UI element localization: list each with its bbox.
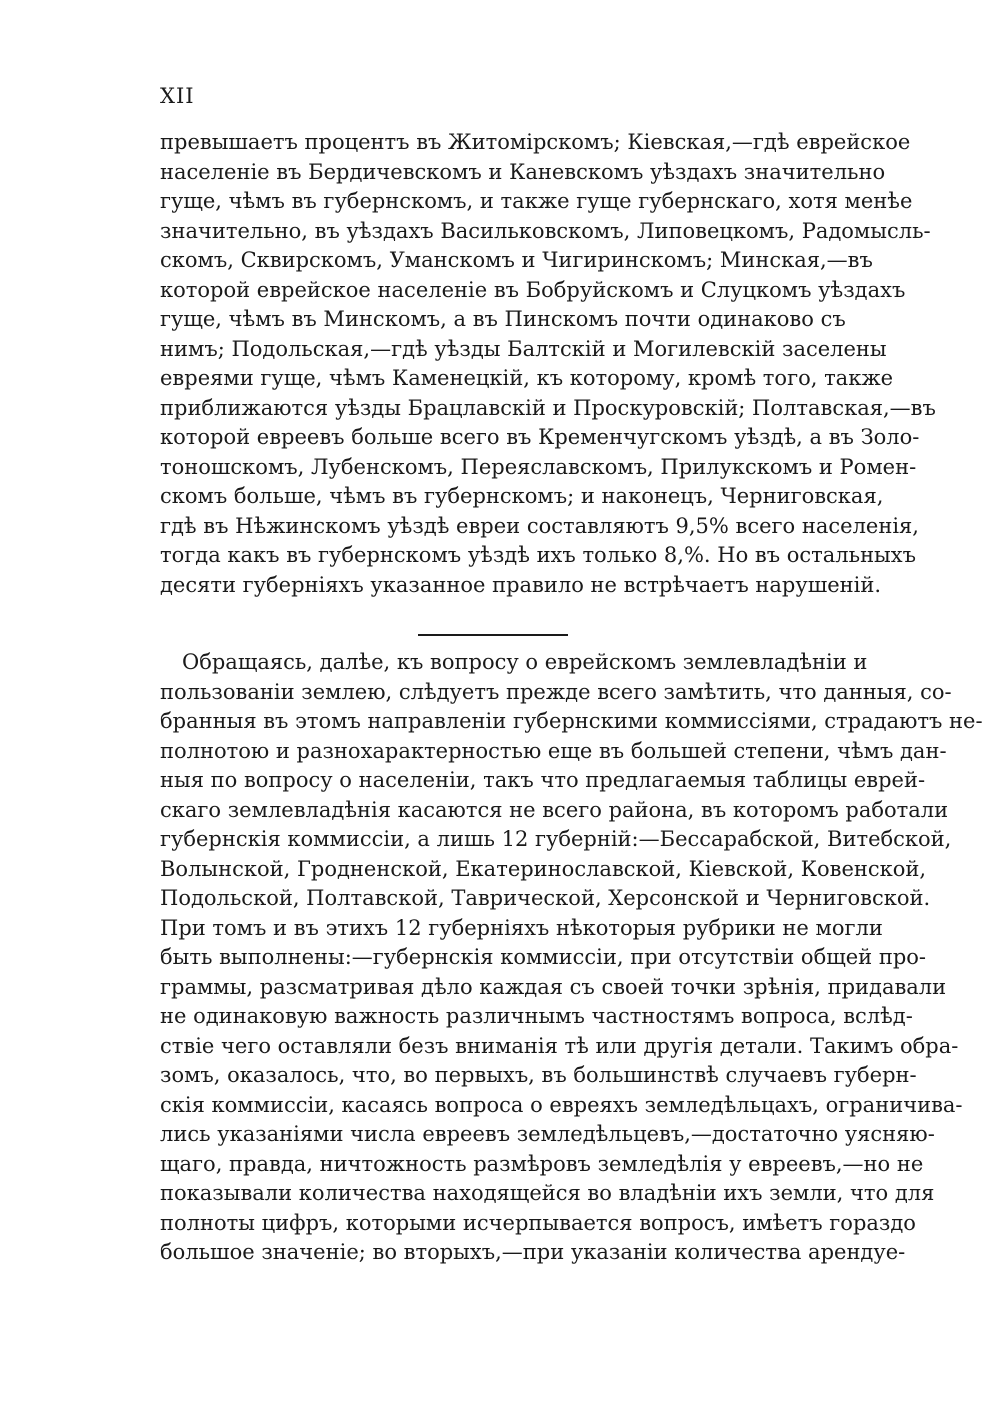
paragraph-1 <box>160 128 936 600</box>
text-line: большое значеніе; во вторыхъ,—при указаніи количества арендуе- <box>160 1240 906 1264</box>
text-line: При томъ и въ этихъ 12 губерніяхъ нѣкоторыя рубрики не могли <box>160 915 883 940</box>
text-line: зомъ, оказалось, что, во первыхъ, въ большинствѣ случаевъ губерн- <box>160 1063 917 1087</box>
text-line: Обращаясь, далѣе, къ вопросу о еврейскомъ землевладѣніи и <box>182 650 868 674</box>
text-line: превышаетъ процентъ въ Житомірскомъ; Кіевская,—гдѣ еврейское <box>160 130 911 154</box>
text-line: евреями гуще, чѣмъ Каменецкій, къ которому, кромѣ того, также <box>160 366 894 390</box>
text-line: которой евреевъ больше всего въ Кременчугскомъ уѣздѣ, а въ Золо- <box>160 425 920 449</box>
text-line: показывали количества находящейся во владѣніи ихъ земли, что для <box>160 1181 935 1205</box>
text-line: губернскія коммиссіи, а лишь 12 губерній:—Бессарабской, Витебской, <box>160 827 952 851</box>
text-line: значительно, въ уѣздахъ Васильковскомъ, Липовецкомъ, Радомысль- <box>160 218 931 243</box>
text-line: ствіе чего оставляли безъ вниманія тѣ или другія детали. Такимъ обра- <box>160 1033 959 1058</box>
text-line: бранныя въ этомъ направленіи губернскими коммиссіями, страдаютъ не- <box>160 709 983 733</box>
text-line: скомъ больше, чѣмъ въ губернскомъ; и наконецъ, Черниговская, <box>160 484 884 508</box>
text-line: скомъ, Сквирскомъ, Уманскомъ и Чигиринскомъ; Минская,—въ <box>160 248 873 272</box>
text-line: быть выполнены:—губернскія коммиссіи, при отсутствіи общей про- <box>160 945 927 969</box>
page-number: XII <box>160 84 195 108</box>
text-line: тоношскомъ, Лубенскомъ, Переяславскомъ, Прилукскомъ и Ромен- <box>160 454 917 479</box>
text-line: не одинаковую важность различнымъ частностямъ вопроса, вслѣд- <box>160 1004 913 1028</box>
text-line: полноты цифръ, которыми исчерпывается вопросъ, имѣетъ гораздо <box>160 1210 916 1235</box>
text-line: десяти губерніяхъ указанное правило не встрѣчаетъ нарушеній. <box>160 572 882 597</box>
text-line: ныя по вопросу о населеніи, такъ что предлагаемыя таблицы еврей- <box>160 768 926 792</box>
text-line: лись указаніями числа евреевъ земледѣльцевъ,—достаточно уясняю- <box>160 1122 935 1146</box>
text-line: которой еврейское населеніе въ Бобруйскомъ и Слуцкомъ уѣздахъ <box>160 277 906 302</box>
text-line: тогда какъ въ губернскомъ уѣздѣ ихъ только 8,%. Но въ остальныхъ <box>160 543 916 567</box>
paragraph-2 <box>160 648 983 1268</box>
text-line: Волынской, Гродненской, Екатеринославской, Кіевской, Ковенской, <box>160 856 927 881</box>
text-line: приближаются уѣзды Брацлавскій и Проскуровскій; Полтавская,—въ <box>160 395 936 420</box>
text-line: гуще, чѣмъ въ губернскомъ, и также гуще губернскаго, хотя менѣе <box>160 189 913 213</box>
text-line: Подольской, Полтавской, Таврической, Херсонской и Черниговской. <box>160 886 931 910</box>
text-line: нимъ; Подольская,—гдѣ уѣзды Балтскій и Могилевскій заселены <box>160 336 887 361</box>
section-divider <box>418 634 568 636</box>
text-line: гуще, чѣмъ въ Минскомъ, а въ Пинскомъ почти одинаково съ <box>160 307 846 331</box>
text-line: щаго, правда, ничтожность размѣровъ земледѣлія у евреевъ,—но не <box>160 1151 924 1176</box>
text-line: пользованіи землею, слѣдуетъ прежде всего замѣтить, что данныя, со- <box>160 679 952 704</box>
text-line: полнотою и разнохарактерностью еще въ большей степени, чѣмъ дан- <box>160 738 947 763</box>
text-line: скаго землевладѣнія касаются не всего района, въ которомъ работали <box>160 797 949 822</box>
text-line: граммы, разсматривая дѣло каждая съ своей точки зрѣнія, придавали <box>160 974 947 999</box>
text-line: гдѣ въ Нѣжинскомъ уѣздѣ евреи составляютъ 9,5% всего населенія, <box>160 513 919 538</box>
text-line: скія коммиссіи, касаясь вопроса о евреяхъ земледѣльцахъ, ограничива- <box>160 1092 963 1117</box>
text-line: населеніе въ Бердичевскомъ и Каневскомъ уѣздахъ значительно <box>160 159 886 184</box>
